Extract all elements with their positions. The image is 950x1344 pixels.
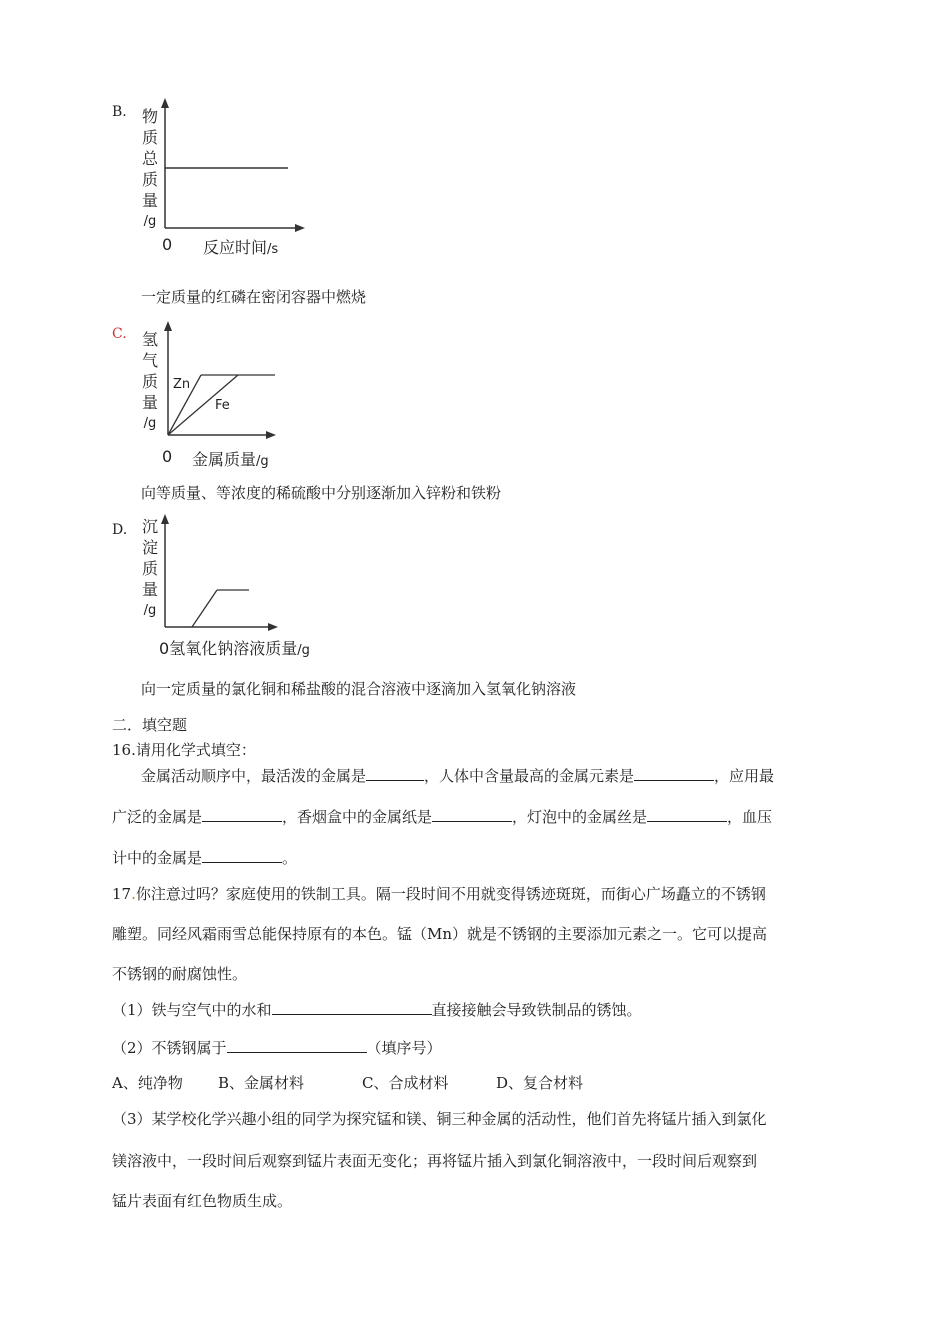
q17-line-3: 不锈钢的耐腐蚀性。: [112, 965, 248, 983]
x-axis-arrow: [268, 623, 278, 631]
q17-choices: [112, 1074, 583, 1092]
q17-line-2: 雕塑。同经风霜雨雪总能保持原有的本色。锰（Mn）就是不锈钢的主要添加元素之一。它可以提高: [112, 925, 768, 943]
y-label-char: 量: [141, 191, 158, 210]
answer-blank[interactable]: [202, 848, 282, 863]
text-run: .: [131, 885, 136, 903]
choice-c: C、合成材料: [362, 1074, 449, 1092]
text-run: 广泛的金属是: [112, 808, 203, 826]
y-axis-arrow: [161, 98, 169, 108]
text-run: ，应用最: [714, 767, 775, 785]
y-axis-arrow: [164, 321, 172, 331]
option-b-graph: [155, 96, 315, 236]
y-unit: /g: [143, 416, 157, 431]
y-label-char: 质: [141, 128, 158, 147]
text-run: ，血压: [727, 808, 773, 826]
x-label-text: 氢氧化钠溶液质量: [169, 639, 298, 658]
text-run: 金属活动顺序中，最活泼的金属是: [141, 767, 367, 785]
option-b-x-label: [203, 235, 278, 258]
text-run: 计中的金属是: [112, 849, 203, 867]
q16-line-1: [141, 766, 774, 785]
option-b-letter: B.: [112, 104, 127, 120]
y-label-char: 气: [141, 351, 158, 370]
x-unit: /g: [256, 454, 269, 469]
option-c-caption: 向等质量、等浓度的稀硫酸中分别逐渐加入锌粉和铁粉: [141, 484, 502, 502]
answer-blank[interactable]: [432, 807, 512, 822]
y-label-char: 总: [141, 149, 158, 168]
answer-blank[interactable]: [647, 807, 727, 822]
text-run: ，香烟盒中的金属纸是: [282, 808, 433, 826]
y-label-char: 氢: [141, 330, 158, 349]
y-axis-arrow: [161, 514, 169, 524]
option-d-x-label: [159, 636, 310, 659]
text-run: 镁溶液中，一段时间后观察到锰片表面无变化；再将锰片插入到氯化铜溶液中: [112, 1152, 623, 1170]
question-number: 17: [112, 885, 132, 903]
rise-line: [192, 590, 217, 627]
q16-heading: 16.请用化学式填空：: [112, 741, 256, 759]
answer-blank[interactable]: [227, 1038, 367, 1053]
choice-d: D、复合材料: [496, 1074, 584, 1092]
text-run: （1）铁与空气中的水和: [112, 1001, 272, 1019]
answer-blank[interactable]: [202, 807, 282, 822]
choice-b: B、金属材料: [218, 1074, 305, 1092]
y-label-char: 质: [141, 372, 158, 391]
option-c-x-label: [192, 447, 269, 470]
x-label-text: 金属质量: [192, 450, 257, 469]
fe-series-label: Fe: [215, 398, 230, 413]
x-axis-arrow: [295, 224, 305, 232]
q17-line-1: [112, 885, 766, 903]
q17-part-3-line-1: （3）某学校化学兴趣小组的同学为探究锰和镁、铜三种金属的活动性，他们首先将锰片插入到氯化: [112, 1110, 767, 1128]
section-title: 二．填空题: [112, 716, 188, 734]
option-c-letter: C.: [112, 326, 127, 342]
x-unit: /s: [267, 242, 279, 257]
q16-line-3: [112, 848, 297, 867]
y-unit: /g: [143, 603, 157, 618]
text-run: 。: [282, 849, 298, 867]
y-label-char: 质: [141, 559, 158, 578]
text-run: （填序号）: [366, 1039, 442, 1057]
text-run: ，灯泡中的金属丝是: [512, 808, 648, 826]
x-unit: /g: [297, 643, 310, 658]
x-label-text: 反应时间: [203, 238, 268, 257]
q17-part-2: [112, 1038, 442, 1057]
y-label-char: 量: [141, 393, 158, 412]
choice-a: A、纯净物: [112, 1074, 183, 1092]
option-c-origin: 0: [162, 447, 173, 466]
option-b-origin: 0: [162, 235, 173, 254]
x-axis-arrow: [266, 431, 276, 439]
answer-blank[interactable]: [634, 766, 714, 781]
answer-blank[interactable]: [272, 1000, 432, 1015]
option-d-caption: 向一定质量的氯化铜和稀盐酸的混合溶液中逐滴加入氢氧化钠溶液: [141, 680, 577, 698]
y-label-char: 淀: [141, 538, 158, 557]
q17-part-3-line-3: 锰片表面有红色物质生成。: [112, 1192, 293, 1210]
y-label-char: 物: [141, 107, 158, 126]
option-b-caption: 一定质量的红磷在密闭容器中燃烧: [141, 288, 367, 306]
q16-line-2: [112, 807, 772, 826]
q17-part-3-line-2: [112, 1152, 757, 1170]
answer-blank[interactable]: [366, 766, 424, 781]
y-label-char: 质: [141, 170, 158, 189]
zn-series-label: Zn: [173, 377, 191, 392]
y-label-char: 量: [141, 580, 158, 599]
y-unit: /g: [143, 214, 157, 229]
option-d-graph: [155, 512, 285, 627]
option-d-letter: D.: [112, 522, 128, 538]
text-run: ，人体中含量最高的金属元素是: [424, 767, 635, 785]
text-run: （2）不锈钢属于: [112, 1039, 227, 1057]
q17-part-1: [112, 1000, 642, 1019]
text-run: 你注意过吗？家庭使用的铁制工具。隔一段时间不用就变得锈迹斑斑，而街心广场矗立的不锈钢: [135, 885, 766, 903]
x-origin: 0: [159, 639, 170, 658]
text-run: ，一段时间后观察到: [622, 1152, 758, 1170]
y-label-char: 沉: [141, 517, 158, 536]
text-run: 直接接触会导致铁制品的锈蚀。: [431, 1001, 642, 1019]
